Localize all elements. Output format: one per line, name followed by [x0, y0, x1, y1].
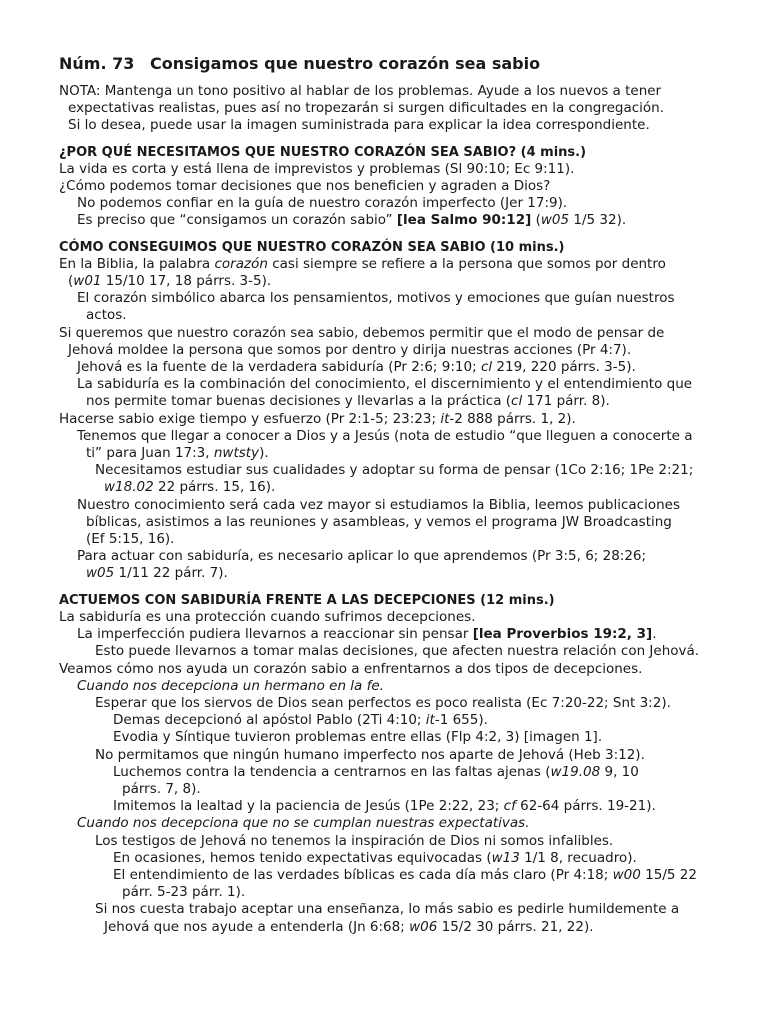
text-segment: La imperfección pudiera llevarnos a reaccionar sin pensar [77, 626, 473, 643]
text-segment: (Ef 5:15, 16). [86, 531, 175, 548]
outline-line [59, 376, 728, 393]
italic-text: w06 [409, 918, 438, 935]
outline-line [59, 609, 728, 626]
text-segment: Es preciso que “consigamos un corazón sabio” [77, 212, 397, 229]
italic-text: corazón [214, 255, 268, 272]
bold-reference: [lea Proverbios 19:2, 3] [472, 626, 653, 643]
outline-line [59, 325, 728, 342]
outline-line [59, 290, 728, 307]
text-segment: párrs. 7, 8). [122, 780, 201, 797]
outline-line [59, 884, 728, 901]
text-segment: Para actuar con sabiduría, es necesario aplicar lo que aprendemos (Pr 3:5, 6; 28:26; [77, 548, 647, 565]
outline-line [59, 212, 728, 229]
text-segment: expectativas realistas, pues así no tropezarán si surgen dificultades en la congregación. [68, 100, 664, 117]
outline-line [59, 661, 728, 678]
italic-text: w05 [540, 212, 570, 229]
outline-line [59, 531, 728, 548]
text-segment: Si lo desea, puede usar la imagen suministrada para explicar la idea correspondiente. [68, 117, 650, 134]
text-segment: 1/1 8, recuadro). [519, 849, 637, 866]
text-segment: Demas decepcionó al apóstol Pablo (2Ti 4:10; [113, 712, 426, 729]
text-segment: 15/5 22 [640, 866, 697, 883]
outline-title-text: Consigamos que nuestro corazón sea sabio [150, 54, 541, 73]
text-segment: 1/5 32). [569, 212, 627, 229]
text-segment: En la Biblia, la palabra [59, 255, 215, 272]
text-segment: Luchemos contra la tendencia a centrarnos en las faltas ajenas ( [113, 763, 551, 780]
text-segment: ti” para Juan 17:3, [86, 445, 214, 462]
text-segment: -1 655). [434, 712, 488, 729]
outline-line [59, 548, 728, 565]
outline-line [59, 626, 728, 643]
text-segment: ¿Cómo podemos tomar decisiones que nos beneficien y agraden a Dios? [59, 178, 551, 195]
outline-line [59, 195, 728, 212]
outline-line [59, 798, 728, 815]
text-segment: nos permite tomar buenas decisiones y llevarlas a la práctica ( [86, 393, 512, 410]
text-segment: Jehová que nos ayude a entenderla (Jn 6:68; [104, 918, 410, 935]
text-segment: En ocasiones, hemos tenido expectativas equivocadas ( [113, 849, 492, 866]
italic-text: cf [503, 798, 516, 815]
bold-reference: [lea Salmo 90:12] [396, 212, 532, 229]
text-segment: NOTA: Mantenga un tono positivo al hablar de los problemas. Ayude a los nuevos a tener [59, 83, 662, 99]
outline-line [59, 462, 728, 479]
note-line [59, 100, 728, 117]
outline-line [59, 815, 728, 832]
italic-text: Cuando nos decepciona que no se cumplan nuestras expectativas. [77, 815, 530, 832]
text-segment: 15/2 30 párrs. 21, 22). [437, 918, 594, 935]
text-segment: 22 párrs. 15, 16). [153, 479, 276, 496]
text-segment: Nuestro conocimiento será cada vez mayor si estudiamos la Biblia, leemos publicaciones [77, 496, 680, 513]
outline-line [59, 342, 728, 359]
text-segment: Imitemos la lealtad y la paciencia de Jesús (1Pe 2:22, 23; [113, 798, 504, 815]
outline-line [59, 514, 728, 531]
outline-line [59, 678, 728, 695]
text-segment: ¿POR QUÉ NECESITAMOS QUE NUESTRO CORAZÓN SEA SABIO? (4 mins.) [59, 144, 587, 160]
section-heading [59, 239, 728, 256]
text-segment: No podemos confiar en la guía de nuestro corazón imperfecto (Jer 17:9). [77, 195, 568, 212]
outline-line [59, 565, 728, 582]
italic-text: it [425, 712, 435, 729]
text-segment: Tenemos que llegar a conocer a Dios y a Jesús (nota de estudio “que lleguen a conocerte a [77, 427, 693, 444]
outline-line [59, 729, 728, 746]
text-segment: párr. 5-23 párr. 1). [122, 884, 246, 901]
text-segment: ( [531, 212, 541, 229]
outline-line [59, 479, 728, 496]
outline-line [59, 833, 728, 850]
text-segment: ( [68, 273, 74, 290]
text-segment: Los testigos de Jehová no tenemos la inspiración de Dios ni somos infalibles. [95, 832, 614, 849]
italic-text: w05 [86, 565, 115, 582]
outline-line [59, 178, 728, 195]
text-segment: . [652, 626, 657, 643]
text-segment: Veamos cómo nos ayuda un corazón sabio a enfrentarnos a dos tipos de decepciones. [59, 660, 643, 677]
outline-line [59, 901, 728, 918]
outline-line [59, 161, 728, 178]
text-segment: 9, 10 [600, 763, 639, 780]
outline-line [59, 393, 728, 410]
italic-text: w19.08 [550, 763, 601, 780]
text-segment: 15/10 17, 18 párrs. 3-5). [101, 273, 272, 290]
text-segment: 219, 220 párrs. 3-5). [492, 359, 636, 376]
outline-line [59, 850, 728, 867]
text-segment: CÓMO CONSEGUIMOS QUE NUESTRO CORAZÓN SEA SABIO (10 mins.) [59, 239, 565, 255]
section-heading [59, 592, 728, 609]
text-segment: Si nos cuesta trabajo aceptar una enseñanza, lo más sabio es pedirle humildemente a [95, 901, 680, 918]
text-segment: No permitamos que ningún humano imperfecto nos aparte de Jehová (Heb 3:12). [95, 746, 645, 763]
text-segment: ). [259, 445, 269, 462]
outline-line [59, 764, 728, 781]
text-segment: bíblicas, asistimos a las reuniones y asambleas, y vemos el programa JW Broadcasting [86, 513, 672, 530]
text-segment: -2 888 párrs. 1, 2). [449, 410, 576, 427]
outline-line [59, 359, 728, 376]
text-segment: casi siempre se refiere a la persona que somos por dentro [267, 255, 666, 272]
text-segment: Esperar que los siervos de Dios sean perfectos es poco realista (Ec 7:20-22; Snt 3:2). [95, 694, 671, 711]
italic-text: w13 [491, 849, 520, 866]
text-segment: La sabiduría es una protección cuando sufrimos decepciones. [59, 608, 476, 625]
outline-line [59, 643, 728, 660]
outline-line [59, 747, 728, 764]
text-segment: Jehová es la fuente de la verdadera sabiduría (Pr 2:6; 9:10; [77, 359, 481, 376]
italic-text: cl [511, 393, 523, 410]
text-segment: La sabiduría es la combinación del conocimiento, el discernimiento y el entendimiento que [77, 376, 693, 393]
outline-line [59, 307, 728, 324]
outline-line [59, 781, 728, 798]
outline-line [59, 497, 728, 514]
text-segment: 1/11 22 párr. 7). [114, 565, 228, 582]
text-segment: ACTUEMOS CON SABIDURÍA FRENTE A LAS DECEPCIONES (12 mins.) [59, 592, 555, 608]
italic-text: w01 [73, 273, 102, 290]
italic-text: Cuando nos decepciona un hermano en la fe. [77, 677, 384, 694]
text-segment: actos. [86, 307, 127, 324]
text-segment: Esto puede llevarnos a tomar malas decisiones, que afecten nuestra relación con Jehová. [95, 643, 700, 660]
outline-body [59, 83, 728, 936]
note-line [59, 83, 728, 100]
outline-line [59, 445, 728, 462]
outline-line [59, 867, 728, 884]
outline-number: Núm. 73 [59, 54, 135, 73]
outline-line [59, 712, 728, 729]
text-segment: 62-64 párrs. 19-21). [515, 798, 656, 815]
section-heading [59, 144, 728, 161]
outline-line [59, 273, 728, 290]
text-segment: Necesitamos estudiar sus cualidades y adoptar su forma de pensar (1Co 2:16; 1Pe 2:21; [95, 462, 694, 479]
outline-line [59, 411, 728, 428]
text-segment: 171 párr. 8). [522, 393, 610, 410]
italic-text: nwtsty [213, 445, 260, 462]
italic-text: cl [480, 359, 493, 376]
text-segment: Evodia y Síntique tuvieron problemas entre ellas (Flp 4:2, 3) [imagen 1]. [113, 729, 603, 746]
text-segment: El entendimiento de las verdades bíblicas es cada día más claro (Pr 4:18; [113, 866, 613, 883]
note-line [59, 117, 728, 134]
outline-line [59, 256, 728, 273]
text-segment: La vida es corta y está llena de imprevistos y problemas (Sl 90:10; Ec 9:11). [59, 160, 575, 177]
italic-text: w18.02 [104, 479, 154, 496]
text-segment: Si queremos que nuestro corazón sea sabio, debemos permitir que el modo de pensar de [59, 324, 665, 341]
text-segment: Hacerse sabio exige tiempo y esfuerzo (Pr 2:1-5; 23:23; [59, 410, 441, 427]
outline-line [59, 919, 728, 936]
italic-text: it [440, 410, 450, 427]
outline-line [59, 695, 728, 712]
italic-text: w00 [612, 866, 641, 883]
outline-line [59, 428, 728, 445]
text-segment: Jehová moldee la persona que somos por dentro y dirija nuestras acciones (Pr 4:7). [68, 341, 632, 358]
page-title [59, 54, 728, 74]
text-segment: El corazón simbólico abarca los pensamientos, motivos y emociones que guían nuestros [77, 290, 675, 307]
